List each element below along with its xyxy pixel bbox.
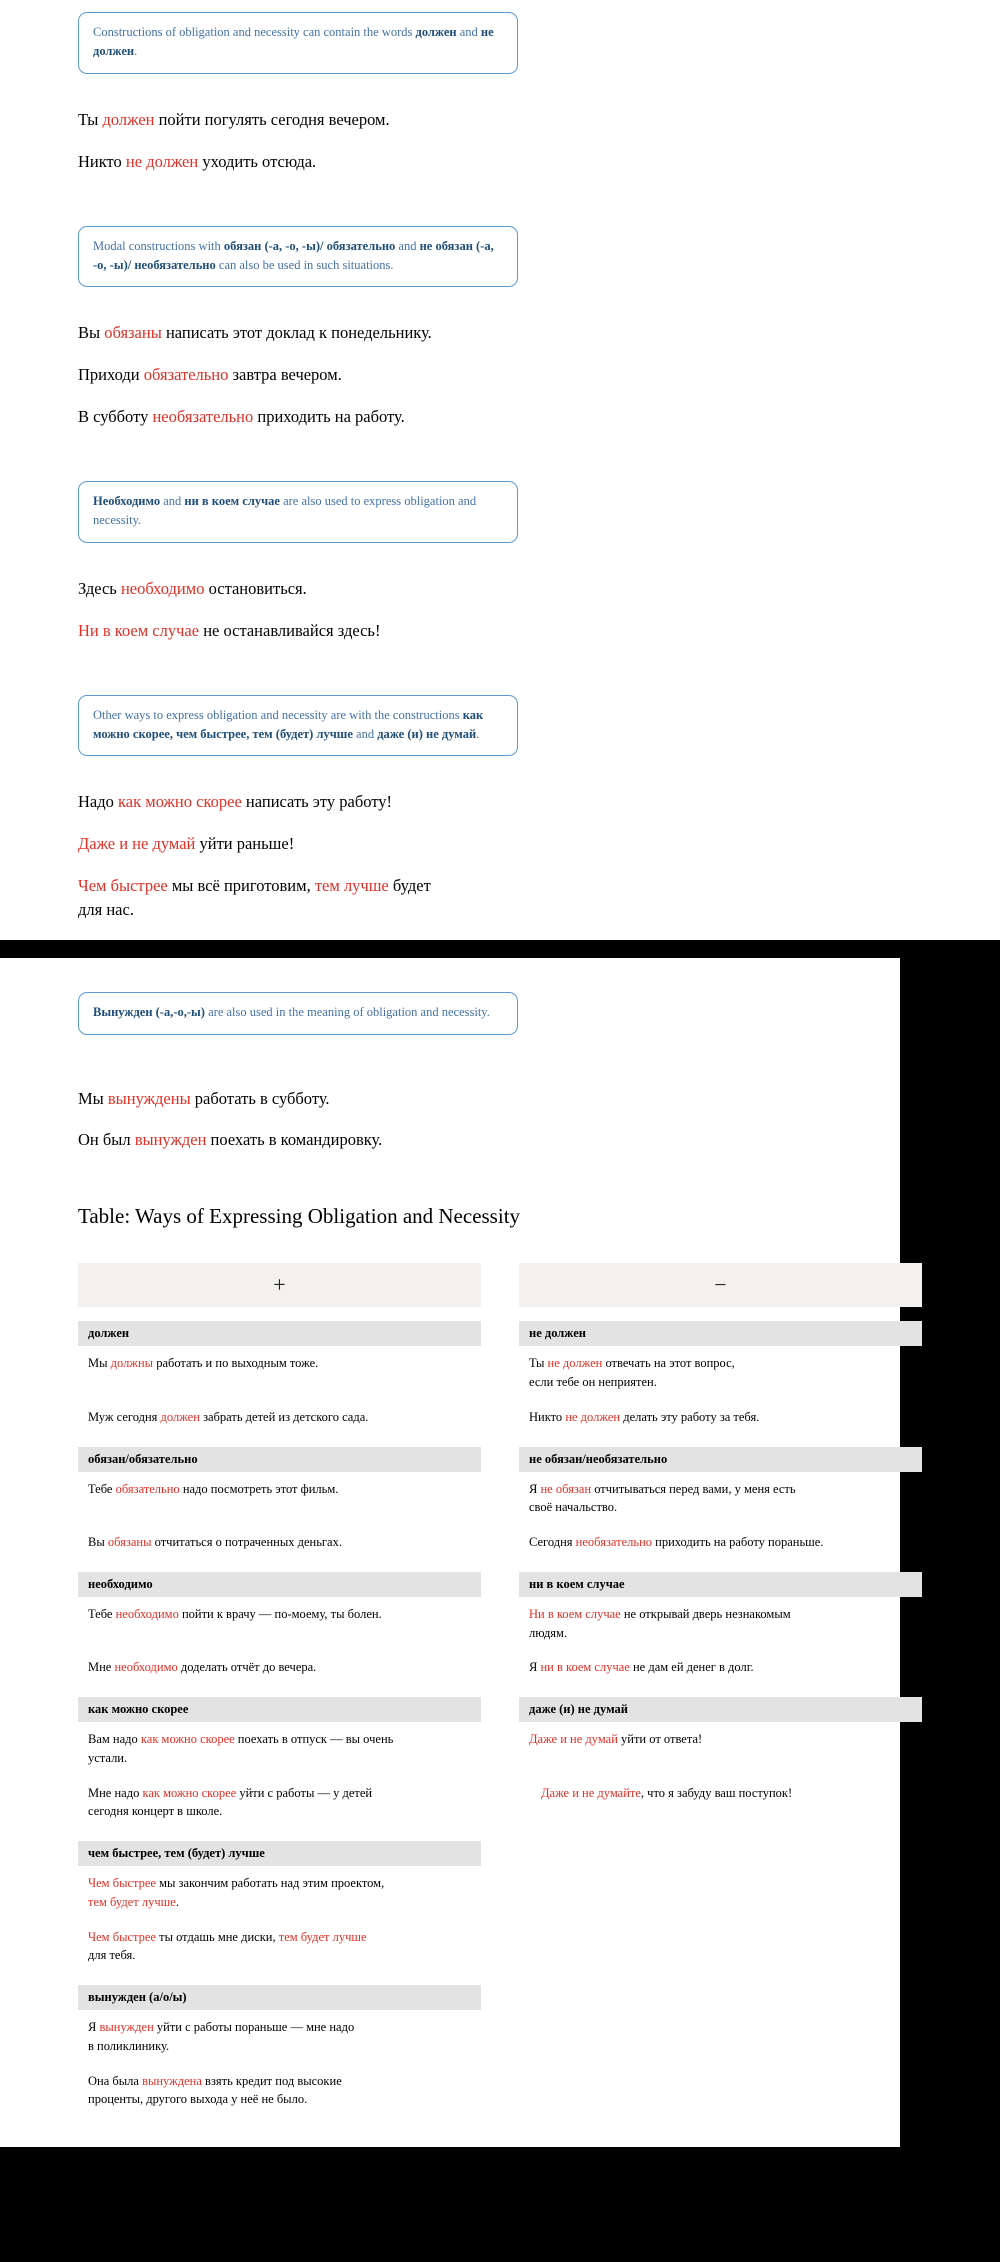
table-cell: Вам надо как можно скорее поехать в отпуск — вы очень устали. — [88, 1732, 394, 1765]
table-section-header: должен — [78, 1321, 481, 1346]
example-sentence: Ты должен пойти погулять сегодня вечером. — [78, 109, 390, 129]
table-row — [78, 2010, 922, 2064]
table-cell: Я вынужден уйти с работы пораньше — мне надо в поликлинику. — [88, 2020, 355, 2053]
note-neobhodimo: Необходимо and ни в коем случае are also used to express obligation and necessity. — [78, 481, 518, 543]
column-gap — [481, 1447, 519, 1472]
column-gap — [481, 1920, 519, 1974]
column-gap — [481, 1697, 519, 1722]
table-cell: Мне необходимо доделать отчёт до вечера. — [88, 1660, 317, 1675]
table-section-header: не обязан/необязательно — [519, 1447, 922, 1472]
table-header-row — [78, 1572, 922, 1597]
example-sentence: Он был вынужден поехать в командировку. — [78, 1130, 383, 1150]
column-gap — [481, 1650, 519, 1685]
column-gap — [481, 1472, 519, 1526]
note-obyazan: Modal constructions with обязан (-а, -о, -ы)/ обязательно and не обязан (-а, -о, -ы)/ необязательно can also be used in such situations. — [78, 226, 518, 288]
row-spacer — [78, 2117, 922, 2129]
table-header-row — [78, 1841, 922, 1866]
content-band-top — [0, 0, 1000, 940]
content-band-middle — [0, 958, 900, 2147]
example-sentence: Вы обязаны написать этот доклад к понедельнику. — [78, 323, 432, 343]
table-section-header: как можно скорее — [78, 1697, 481, 1722]
plus-header: + — [78, 1263, 481, 1307]
table-row — [78, 1776, 922, 1830]
table-row — [78, 1650, 922, 1685]
column-gap — [481, 1525, 519, 1560]
table-cell: Ты не должен отвечать на этот вопрос, если тебе он неприятен. — [529, 1356, 735, 1390]
table-row — [78, 1346, 922, 1400]
example-sentence: Надо как можно скорее написать эту работу! — [78, 792, 392, 812]
table-cell: Никто не должен делать эту работу за тебя. — [529, 1409, 760, 1424]
table-cell: Ни в коем случае не открывай дверь незнакомым людям. — [529, 1606, 791, 1640]
table-row — [78, 1866, 922, 1920]
table-row — [78, 1525, 922, 1560]
table-cell: Даже и не думайте, что я забуду ваш поступок! — [541, 1785, 793, 1800]
column-gap — [481, 1572, 519, 1597]
example-sentence: Ни в коем случае не останавливайся здесь! — [78, 620, 381, 640]
column-gap — [481, 2064, 519, 2118]
row-spacer — [78, 1829, 922, 1841]
table-cell: Муж сегодня должен забрать детей из детского сада. — [88, 1409, 369, 1424]
column-gap — [481, 1776, 519, 1830]
row-spacer — [78, 1307, 922, 1321]
obligation-table — [78, 1263, 922, 2129]
column-gap — [481, 1346, 519, 1400]
table-cell: Я ни в коем случае не дам ей денег в долг. — [529, 1660, 754, 1675]
table-section-header: даже (и) не думай — [519, 1697, 922, 1722]
table-header-row — [78, 1447, 922, 1472]
table-row — [78, 1400, 922, 1435]
table-header-row — [78, 1985, 922, 2010]
row-spacer — [78, 1685, 922, 1697]
table-cell: Чем быстрее мы закончим работать над этим проектом, тем будет лучше. — [88, 1876, 385, 1909]
table-cell: Тебе необходимо пойти к врачу — по-моему, ты болен. — [88, 1606, 382, 1621]
table-row — [78, 1472, 922, 1526]
table-cell: Она была вынуждена взять кредит под высокие проценты, другого выхода у неё не было. — [88, 2073, 342, 2107]
table-row — [78, 1920, 922, 1974]
table-cell: Даже и не думай уйти от ответа! — [529, 1732, 703, 1747]
table-cell: Я не обязан отчитываться перед вами, у меня есть своё начальство. — [529, 1481, 796, 1515]
table-cell: Тебе обязательно надо посмотреть этот фильм. — [88, 1481, 339, 1496]
table-section-header: ни в коем случае — [519, 1572, 922, 1597]
table-row — [78, 1597, 922, 1651]
table-title: Table: Ways of Expressing Obligation and Necessity — [78, 1204, 521, 1229]
table-section-header: необходимо — [78, 1572, 481, 1597]
example-sentence: Приходи обязательно завтра вечером. — [78, 365, 342, 385]
column-gap — [481, 1400, 519, 1435]
table-section-header: не должен — [519, 1321, 922, 1346]
column-gap — [481, 2010, 519, 2064]
note-other-ways: Other ways to express obligation and necessity are with the constructions как можно скорее, чем быстрее, тем (будет) лучше and даже (и) не думай. — [78, 695, 518, 757]
column-gap — [481, 1866, 519, 1920]
table-header-row — [78, 1697, 922, 1722]
table-cell: Сегодня необязательно приходить на работу пораньше. — [529, 1535, 824, 1550]
row-spacer — [78, 1435, 922, 1447]
table-section-header: чем быстрее, тем (будет) лучше — [78, 1841, 481, 1866]
table-cell: Чем быстрее ты отдашь мне диски, тем будет лучше для тебя. — [88, 1929, 367, 1963]
column-gap — [481, 1263, 519, 1307]
example-sentence: Никто не должен уходить отсюда. — [78, 151, 317, 171]
table-section-header: вынужден (а/о/ы) — [78, 1985, 481, 2010]
column-gap — [481, 1597, 519, 1651]
table-header-row — [78, 1321, 922, 1346]
example-sentence: Здесь необходимо остановиться. — [78, 578, 307, 598]
column-gap — [481, 1722, 519, 1776]
note-vynuzhden: Вынужден (-а,-о,-ы) are also used in the meaning of obligation and necessity. — [78, 992, 518, 1034]
example-sentence: Даже и не думай уйти раньше! — [78, 834, 295, 854]
column-gap — [481, 1321, 519, 1346]
table-section-header: обязан/обязательно — [78, 1447, 481, 1472]
column-gap — [481, 1985, 519, 2010]
table-polarity-header — [78, 1263, 922, 1307]
table-cell: Мне надо как можно скорее уйти с работы — у детей сегодня концерт в школе. — [88, 1785, 373, 1819]
row-spacer — [78, 1560, 922, 1572]
table-cell: Мы должны работать и по выходным тоже. — [88, 1356, 319, 1371]
note-dolzhen: Constructions of obligation and necessity can contain the words должен and не должен. — [78, 12, 518, 74]
example-sentence: Мы вынуждены работать в субботу. — [78, 1088, 330, 1108]
minus-header: − — [519, 1263, 922, 1307]
table-cell: Вы обязаны отчитаться о потраченных деньгах. — [88, 1535, 342, 1550]
row-spacer — [78, 1973, 922, 1985]
table-row — [78, 2064, 922, 2118]
example-sentence: В субботу необязательно приходить на работу. — [78, 407, 405, 427]
page-break-gap — [0, 940, 1000, 958]
column-gap — [481, 1841, 519, 1866]
example-sentence: Чем быстрее мы всё приготовим, тем лучше будет для нас. — [78, 876, 431, 920]
table-row — [78, 1722, 922, 1776]
